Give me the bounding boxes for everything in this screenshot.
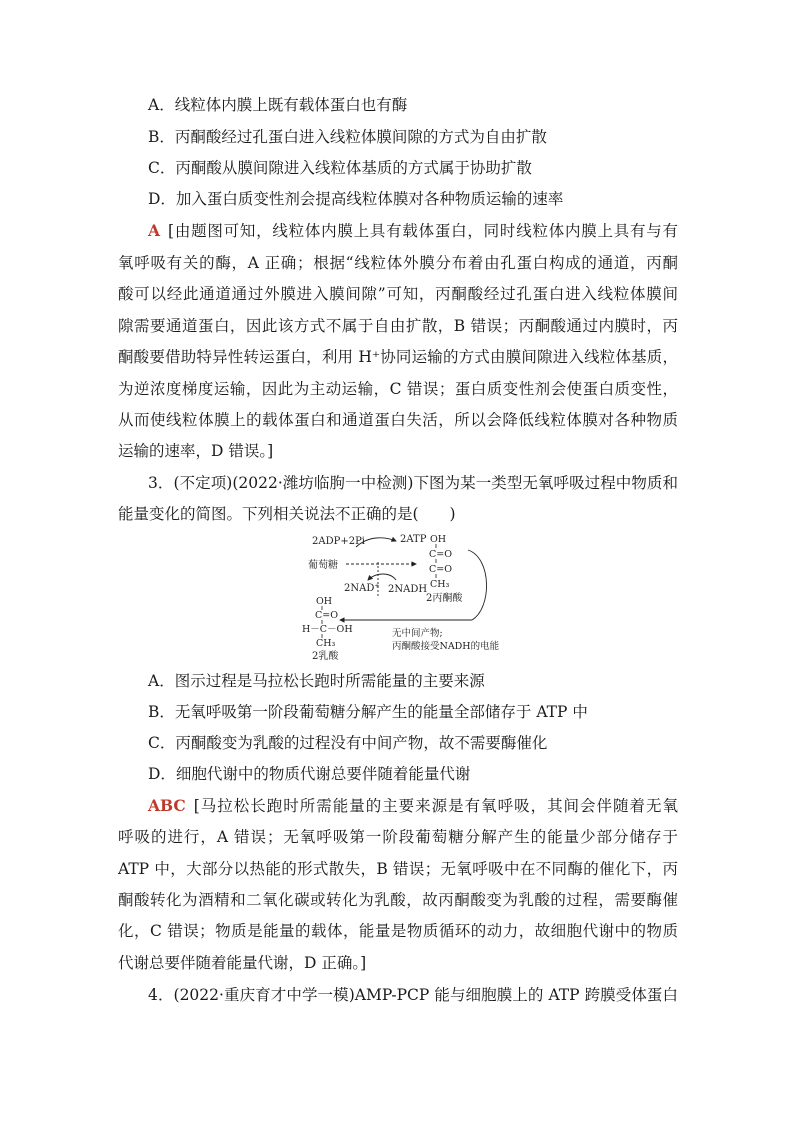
q2-explanation-line: 酮酸要借助特异性转运蛋白，利用 H⁺协同运输的方式由膜间隙进入线粒体基质， <box>118 348 678 366</box>
q3-explanation-text: [马拉松长跑时所需能量的主要来源是有氧呼吸，其间会伴随着无氧 <box>193 797 678 815</box>
adp-label: 2ADP+2Pi <box>312 536 365 547</box>
nadh-label: 2NADH <box>388 584 428 595</box>
pyruvate-label: 2丙酮酸 <box>426 593 463 604</box>
pyruvate-structure-line: OH <box>430 534 447 545</box>
q3-option-b: B．无氧呼吸第一阶段葡萄糖分解产生的能量全部储存于 ATP 中 <box>148 703 588 721</box>
lactate-structure-line: OH <box>316 596 333 607</box>
q3-explanation-line: 化，C 错误；物质是能量的载体，能量是物质循环的动力，故细胞代谢中的物质 <box>118 922 678 940</box>
q3-option-c: C．丙酮酸变为乳酸的过程没有中间产物，故不需要酶催化 <box>148 734 548 752</box>
q2-option-b: B．丙酮酸经过孔蛋白进入线粒体膜间隙的方式为自由扩散 <box>148 128 547 146</box>
glucose-label: 葡萄糖 <box>308 560 338 571</box>
atp-label: 2ATP <box>400 534 427 545</box>
q2-explanation-text: [由题图可知，线粒体内膜上具有载体蛋白，同时线粒体内膜上具有与有 <box>168 222 678 240</box>
nadh-to-nad-arrow <box>368 574 396 580</box>
lactate-label: 2乳酸 <box>312 651 339 662</box>
q4-stem-line: 4．(2022·重庆育才中学一模)AMP-PCP 能与细胞膜上的 ATP 跨膜受体蛋白 <box>148 986 678 1004</box>
q3-explanation-line <box>148 796 678 816</box>
diagram-note-line: 丙酮酸接受NADH的电能 <box>392 641 500 652</box>
pyruvate-structure-line: C=O <box>429 564 453 575</box>
diagram-note-line: 无中间产物; <box>392 628 443 639</box>
q3-explanation-line: 酮酸转化为酒精和二氧化碳或转化为乳酸，故丙酮酸变为乳酸的过程，需要酶催 <box>118 891 678 909</box>
pyruvate-structure-line: CH₃ <box>430 579 450 590</box>
q2-option-a: A．线粒体内膜上既有载体蛋白也有酶 <box>148 96 408 114</box>
q3-option-a: A．图示过程是马拉松长跑时所需能量的主要来源 <box>148 672 485 690</box>
q2-explanation-line: 隙需要通道蛋白，因此该方式不属于自由扩散，B 错误；丙酮酸通过内膜时，丙 <box>118 317 678 335</box>
q3-explanation-line: 代谢总要伴随着能量代谢，D 正确。] <box>118 954 367 972</box>
lactate-structure-line: C=O <box>315 610 339 621</box>
q3-answer-label: ABC <box>148 796 186 815</box>
q2-explanation-line: 为逆浓度梯度运输，因此为主动运输，C 错误；蛋白质变性剂会使蛋白质变性， <box>118 380 678 398</box>
lactate-structure-line: CH₃ <box>316 638 336 649</box>
q2-explanation-line: 酸可以经此通道通过外膜进入膜间隙”可知，丙酮酸经过孔蛋白进入线粒体膜间 <box>118 285 678 303</box>
q2-option-c: C．丙酮酸从膜间隙进入线粒体基质的方式属于协助扩散 <box>148 159 532 177</box>
q3-explanation-line: ATP 中，大部分以热能的形式散失，B 错误；无氧呼吸中在不同酶的催化下，丙 <box>118 860 678 878</box>
q2-explanation-line: 从而使线粒体膜上的载体蛋白和通道蛋白失活，所以会降低线粒体膜对各种物质 <box>118 411 678 429</box>
q2-answer-label: A <box>148 221 161 240</box>
q3-option-d: D．细胞代谢中的物质代谢总要伴随着能量代谢 <box>148 765 471 783</box>
q2-explanation-line: 氧呼吸有关的酶，A 正确；根据“线粒体外膜分布着由孔蛋白构成的通道，丙酮 <box>118 254 678 272</box>
q2-option-d: D．加入蛋白质变性剂会提高线粒体膜对各种物质运输的速率 <box>148 190 564 208</box>
q2-explanation-line <box>148 221 678 241</box>
lactate-structure-line: H－C－OH <box>302 624 353 635</box>
anaerobic-respiration-diagram <box>296 528 536 664</box>
q3-stem-line: 3．(不定项)(2022·潍坊临朐一中检测)下图为某一类型无氧呼吸过程中物质和 <box>148 474 678 492</box>
q3-explanation-line: 呼吸的进行，A 错误；无氧呼吸第一阶段葡萄糖分解产生的能量少部分储存于 <box>118 828 678 846</box>
nad-label: 2NAD⁺ <box>344 583 380 594</box>
pyruvate-structure-line: C=O <box>429 549 453 560</box>
q2-explanation-line: 运输的速率，D 错误。] <box>118 442 274 460</box>
q3-stem-line: 能量变化的简图。下列相关说法不正确的是( ) <box>118 505 456 523</box>
